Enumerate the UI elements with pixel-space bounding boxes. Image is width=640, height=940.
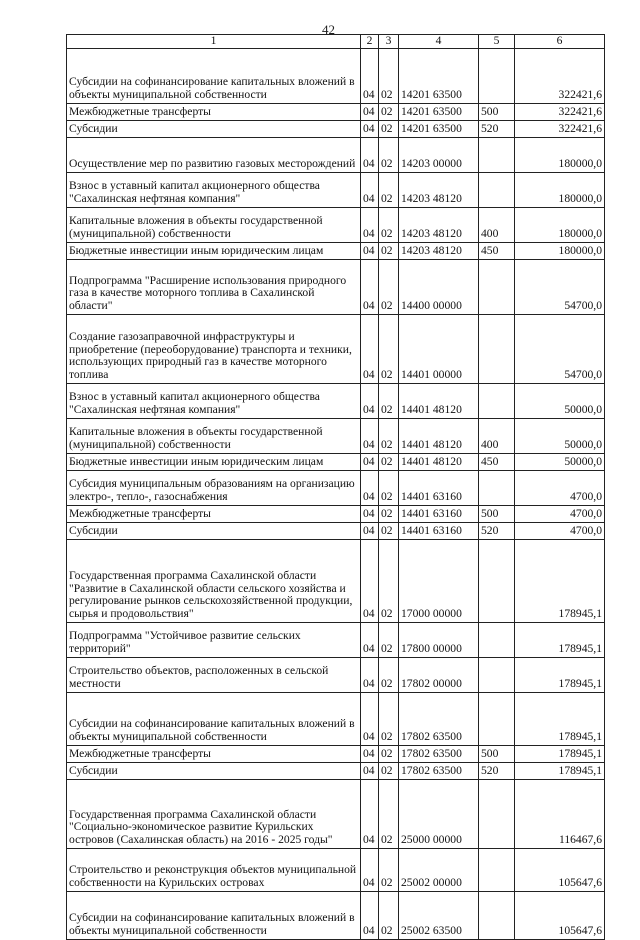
row-target-article: 14203 48120 — [399, 242, 479, 259]
row-amount: 105647,6 — [515, 848, 605, 891]
row-target-article: 17802 00000 — [399, 657, 479, 692]
table-row — [67, 453, 605, 470]
row-expense-type — [479, 891, 515, 939]
table-row — [67, 48, 605, 103]
row-name: Взнос в уставный капитал акционерного общества "Сахалинская нефтяная компания" — [67, 172, 361, 207]
row-subsection: 02 — [379, 120, 399, 137]
table-row — [67, 622, 605, 657]
row-name: Субсидии на софинансирование капитальных вложений в объекты муниципальной собственности — [67, 891, 361, 939]
row-expense-type: 450 — [479, 242, 515, 259]
row-subsection: 02 — [379, 470, 399, 505]
row-amount: 322421,6 — [515, 103, 605, 120]
row-amount: 180000,0 — [515, 137, 605, 172]
row-section: 04 — [361, 314, 379, 383]
row-target-article: 14201 63500 — [399, 120, 479, 137]
row-section: 04 — [361, 453, 379, 470]
row-target-article: 17000 00000 — [399, 539, 479, 622]
table-row — [67, 103, 605, 120]
table-row — [67, 242, 605, 259]
row-name: Создание газозаправочной инфраструктуры и приобретение (переоборудование) транспорта и техники, использующих природный газ в качестве моторного топлива — [67, 314, 361, 383]
row-name: Субсидии — [67, 522, 361, 539]
row-section: 04 — [361, 207, 379, 242]
row-expense-type: 520 — [479, 120, 515, 137]
row-name: Подпрограмма "Расширение использования природного газа в качестве моторного топлива в Сахалинской области" — [67, 259, 361, 314]
row-expense-type — [479, 622, 515, 657]
row-subsection: 02 — [379, 522, 399, 539]
row-subsection: 02 — [379, 259, 399, 314]
row-target-article: 14401 63160 — [399, 470, 479, 505]
row-amount: 322421,6 — [515, 120, 605, 137]
row-subsection: 02 — [379, 418, 399, 453]
row-section: 04 — [361, 259, 379, 314]
table-row — [67, 762, 605, 779]
row-target-article: 14401 48120 — [399, 418, 479, 453]
row-amount: 50000,0 — [515, 453, 605, 470]
row-name: Капитальные вложения в объекты государственной (муниципальной) собственности — [67, 418, 361, 453]
row-target-article: 14201 63500 — [399, 48, 479, 103]
row-name: Субсидии на софинансирование капитальных вложений в объекты муниципальной собственности — [67, 692, 361, 745]
row-expense-type: 400 — [479, 207, 515, 242]
row-section: 04 — [361, 242, 379, 259]
row-name: Строительство и реконструкция объектов муниципальной собственности на Курильских островах — [67, 848, 361, 891]
row-subsection: 02 — [379, 103, 399, 120]
row-amount: 178945,1 — [515, 692, 605, 745]
row-expense-type — [479, 137, 515, 172]
table-row — [67, 383, 605, 418]
row-target-article: 14401 00000 — [399, 314, 479, 383]
row-name: Межбюджетные трансферты — [67, 505, 361, 522]
row-amount: 178945,1 — [515, 622, 605, 657]
row-expense-type: 500 — [479, 505, 515, 522]
row-section: 04 — [361, 505, 379, 522]
row-amount: 178945,1 — [515, 657, 605, 692]
row-expense-type — [479, 779, 515, 848]
row-section: 04 — [361, 745, 379, 762]
row-subsection: 02 — [379, 137, 399, 172]
row-section: 04 — [361, 622, 379, 657]
row-name: Субсидии на софинансирование капитальных вложений в объекты муниципальной собственности — [67, 48, 361, 103]
row-name: Государственная программа Сахалинской области "Развитие в Сахалинской области сельского хозяйства и регулирование рынков сельскохозяйственной продукции, сырья и продовольствия" — [67, 539, 361, 622]
row-expense-type — [479, 314, 515, 383]
row-subsection: 02 — [379, 762, 399, 779]
row-section: 04 — [361, 692, 379, 745]
row-subsection: 02 — [379, 779, 399, 848]
row-name: Субсидия муниципальным образованиям на организацию электро-, тепло-, газоснабжения — [67, 470, 361, 505]
table-row — [67, 657, 605, 692]
row-amount: 50000,0 — [515, 418, 605, 453]
table-row — [67, 259, 605, 314]
row-amount: 50000,0 — [515, 383, 605, 418]
row-target-article: 14401 63160 — [399, 522, 479, 539]
row-expense-type — [479, 48, 515, 103]
table-row — [67, 137, 605, 172]
table-row — [67, 172, 605, 207]
header-cell: 1 — [67, 35, 361, 49]
row-subsection: 02 — [379, 505, 399, 522]
row-subsection: 02 — [379, 383, 399, 418]
table-row — [67, 522, 605, 539]
table-row — [67, 539, 605, 622]
row-target-article: 14401 48120 — [399, 383, 479, 418]
row-expense-type — [479, 692, 515, 745]
row-section: 04 — [361, 120, 379, 137]
row-subsection: 02 — [379, 453, 399, 470]
row-target-article: 17802 63500 — [399, 762, 479, 779]
row-section: 04 — [361, 418, 379, 453]
row-target-article: 14401 48120 — [399, 453, 479, 470]
row-amount: 54700,0 — [515, 259, 605, 314]
row-amount: 322421,6 — [515, 48, 605, 103]
row-expense-type: 520 — [479, 522, 515, 539]
row-subsection: 02 — [379, 848, 399, 891]
table-row — [67, 891, 605, 939]
row-subsection: 02 — [379, 692, 399, 745]
row-amount: 116467,6 — [515, 779, 605, 848]
row-expense-type: 500 — [479, 103, 515, 120]
header-cell: 2 — [361, 35, 379, 49]
row-name: Взнос в уставный капитал акционерного общества "Сахалинская нефтяная компания" — [67, 383, 361, 418]
row-subsection: 02 — [379, 745, 399, 762]
row-section: 04 — [361, 137, 379, 172]
row-amount: 178945,1 — [515, 762, 605, 779]
row-section: 04 — [361, 657, 379, 692]
table-row — [67, 779, 605, 848]
row-subsection: 02 — [379, 48, 399, 103]
budget-table — [66, 34, 605, 940]
row-section: 04 — [361, 470, 379, 505]
page-number: 42 — [322, 22, 335, 37]
row-expense-type: 520 — [479, 762, 515, 779]
row-name: Межбюджетные трансферты — [67, 103, 361, 120]
row-name: Межбюджетные трансферты — [67, 745, 361, 762]
row-section: 04 — [361, 172, 379, 207]
header-cell: 4 — [399, 35, 479, 49]
row-amount: 54700,0 — [515, 314, 605, 383]
row-target-article: 17802 63500 — [399, 745, 479, 762]
row-name: Субсидии — [67, 120, 361, 137]
row-target-article: 17800 00000 — [399, 622, 479, 657]
header-cell: 6 — [515, 35, 605, 49]
table-row — [67, 418, 605, 453]
row-expense-type — [479, 259, 515, 314]
row-name: Бюджетные инвестиции иным юридическим лицам — [67, 453, 361, 470]
row-amount: 178945,1 — [515, 745, 605, 762]
row-name: Государственная программа Сахалинской области "Социально-экономическое развитие Курильских островов (Сахалинская область) на 2016 - 2025 годы" — [67, 779, 361, 848]
row-subsection: 02 — [379, 172, 399, 207]
row-amount: 4700,0 — [515, 470, 605, 505]
row-expense-type: 400 — [479, 418, 515, 453]
row-amount: 180000,0 — [515, 207, 605, 242]
row-section: 04 — [361, 383, 379, 418]
table-row — [67, 207, 605, 242]
row-target-article: 25002 63500 — [399, 891, 479, 939]
row-section: 04 — [361, 848, 379, 891]
table-row — [67, 120, 605, 137]
row-expense-type: 450 — [479, 453, 515, 470]
row-name: Капитальные вложения в объекты государственной (муниципальной) собственности — [67, 207, 361, 242]
table-header-row — [67, 35, 605, 49]
row-section: 04 — [361, 779, 379, 848]
header-cell: 5 — [479, 35, 515, 49]
row-expense-type — [479, 657, 515, 692]
row-target-article: 14203 00000 — [399, 137, 479, 172]
row-subsection: 02 — [379, 657, 399, 692]
row-name: Строительство объектов, расположенных в сельской местности — [67, 657, 361, 692]
row-expense-type — [479, 383, 515, 418]
row-amount: 180000,0 — [515, 242, 605, 259]
row-name: Бюджетные инвестиции иным юридическим лицам — [67, 242, 361, 259]
row-subsection: 02 — [379, 622, 399, 657]
row-expense-type — [479, 470, 515, 505]
table-row — [67, 692, 605, 745]
row-name: Подпрограмма "Устойчивое развитие сельских территорий" — [67, 622, 361, 657]
row-section: 04 — [361, 539, 379, 622]
row-subsection: 02 — [379, 207, 399, 242]
row-expense-type: 500 — [479, 745, 515, 762]
row-subsection: 02 — [379, 242, 399, 259]
header-cell: 3 — [379, 35, 399, 49]
row-expense-type — [479, 172, 515, 207]
row-amount: 178945,1 — [515, 539, 605, 622]
row-section: 04 — [361, 762, 379, 779]
row-subsection: 02 — [379, 891, 399, 939]
row-section: 04 — [361, 48, 379, 103]
row-name: Осуществление мер по развитию газовых месторождений — [67, 137, 361, 172]
row-expense-type — [479, 539, 515, 622]
row-amount: 105647,6 — [515, 891, 605, 939]
row-amount: 4700,0 — [515, 505, 605, 522]
row-section: 04 — [361, 103, 379, 120]
row-subsection: 02 — [379, 314, 399, 383]
row-amount: 4700,0 — [515, 522, 605, 539]
row-subsection: 02 — [379, 539, 399, 622]
row-target-article: 25002 00000 — [399, 848, 479, 891]
row-name: Субсидии — [67, 762, 361, 779]
row-target-article: 14203 48120 — [399, 207, 479, 242]
table-row — [67, 505, 605, 522]
row-target-article: 14201 63500 — [399, 103, 479, 120]
table-row — [67, 848, 605, 891]
row-target-article: 14401 63160 — [399, 505, 479, 522]
table-row — [67, 745, 605, 762]
row-target-article: 14400 00000 — [399, 259, 479, 314]
row-section: 04 — [361, 891, 379, 939]
table-row — [67, 314, 605, 383]
row-target-article: 25000 00000 — [399, 779, 479, 848]
row-target-article: 14203 48120 — [399, 172, 479, 207]
row-expense-type — [479, 848, 515, 891]
row-amount: 180000,0 — [515, 172, 605, 207]
table-row — [67, 470, 605, 505]
row-section: 04 — [361, 522, 379, 539]
row-target-article: 17802 63500 — [399, 692, 479, 745]
